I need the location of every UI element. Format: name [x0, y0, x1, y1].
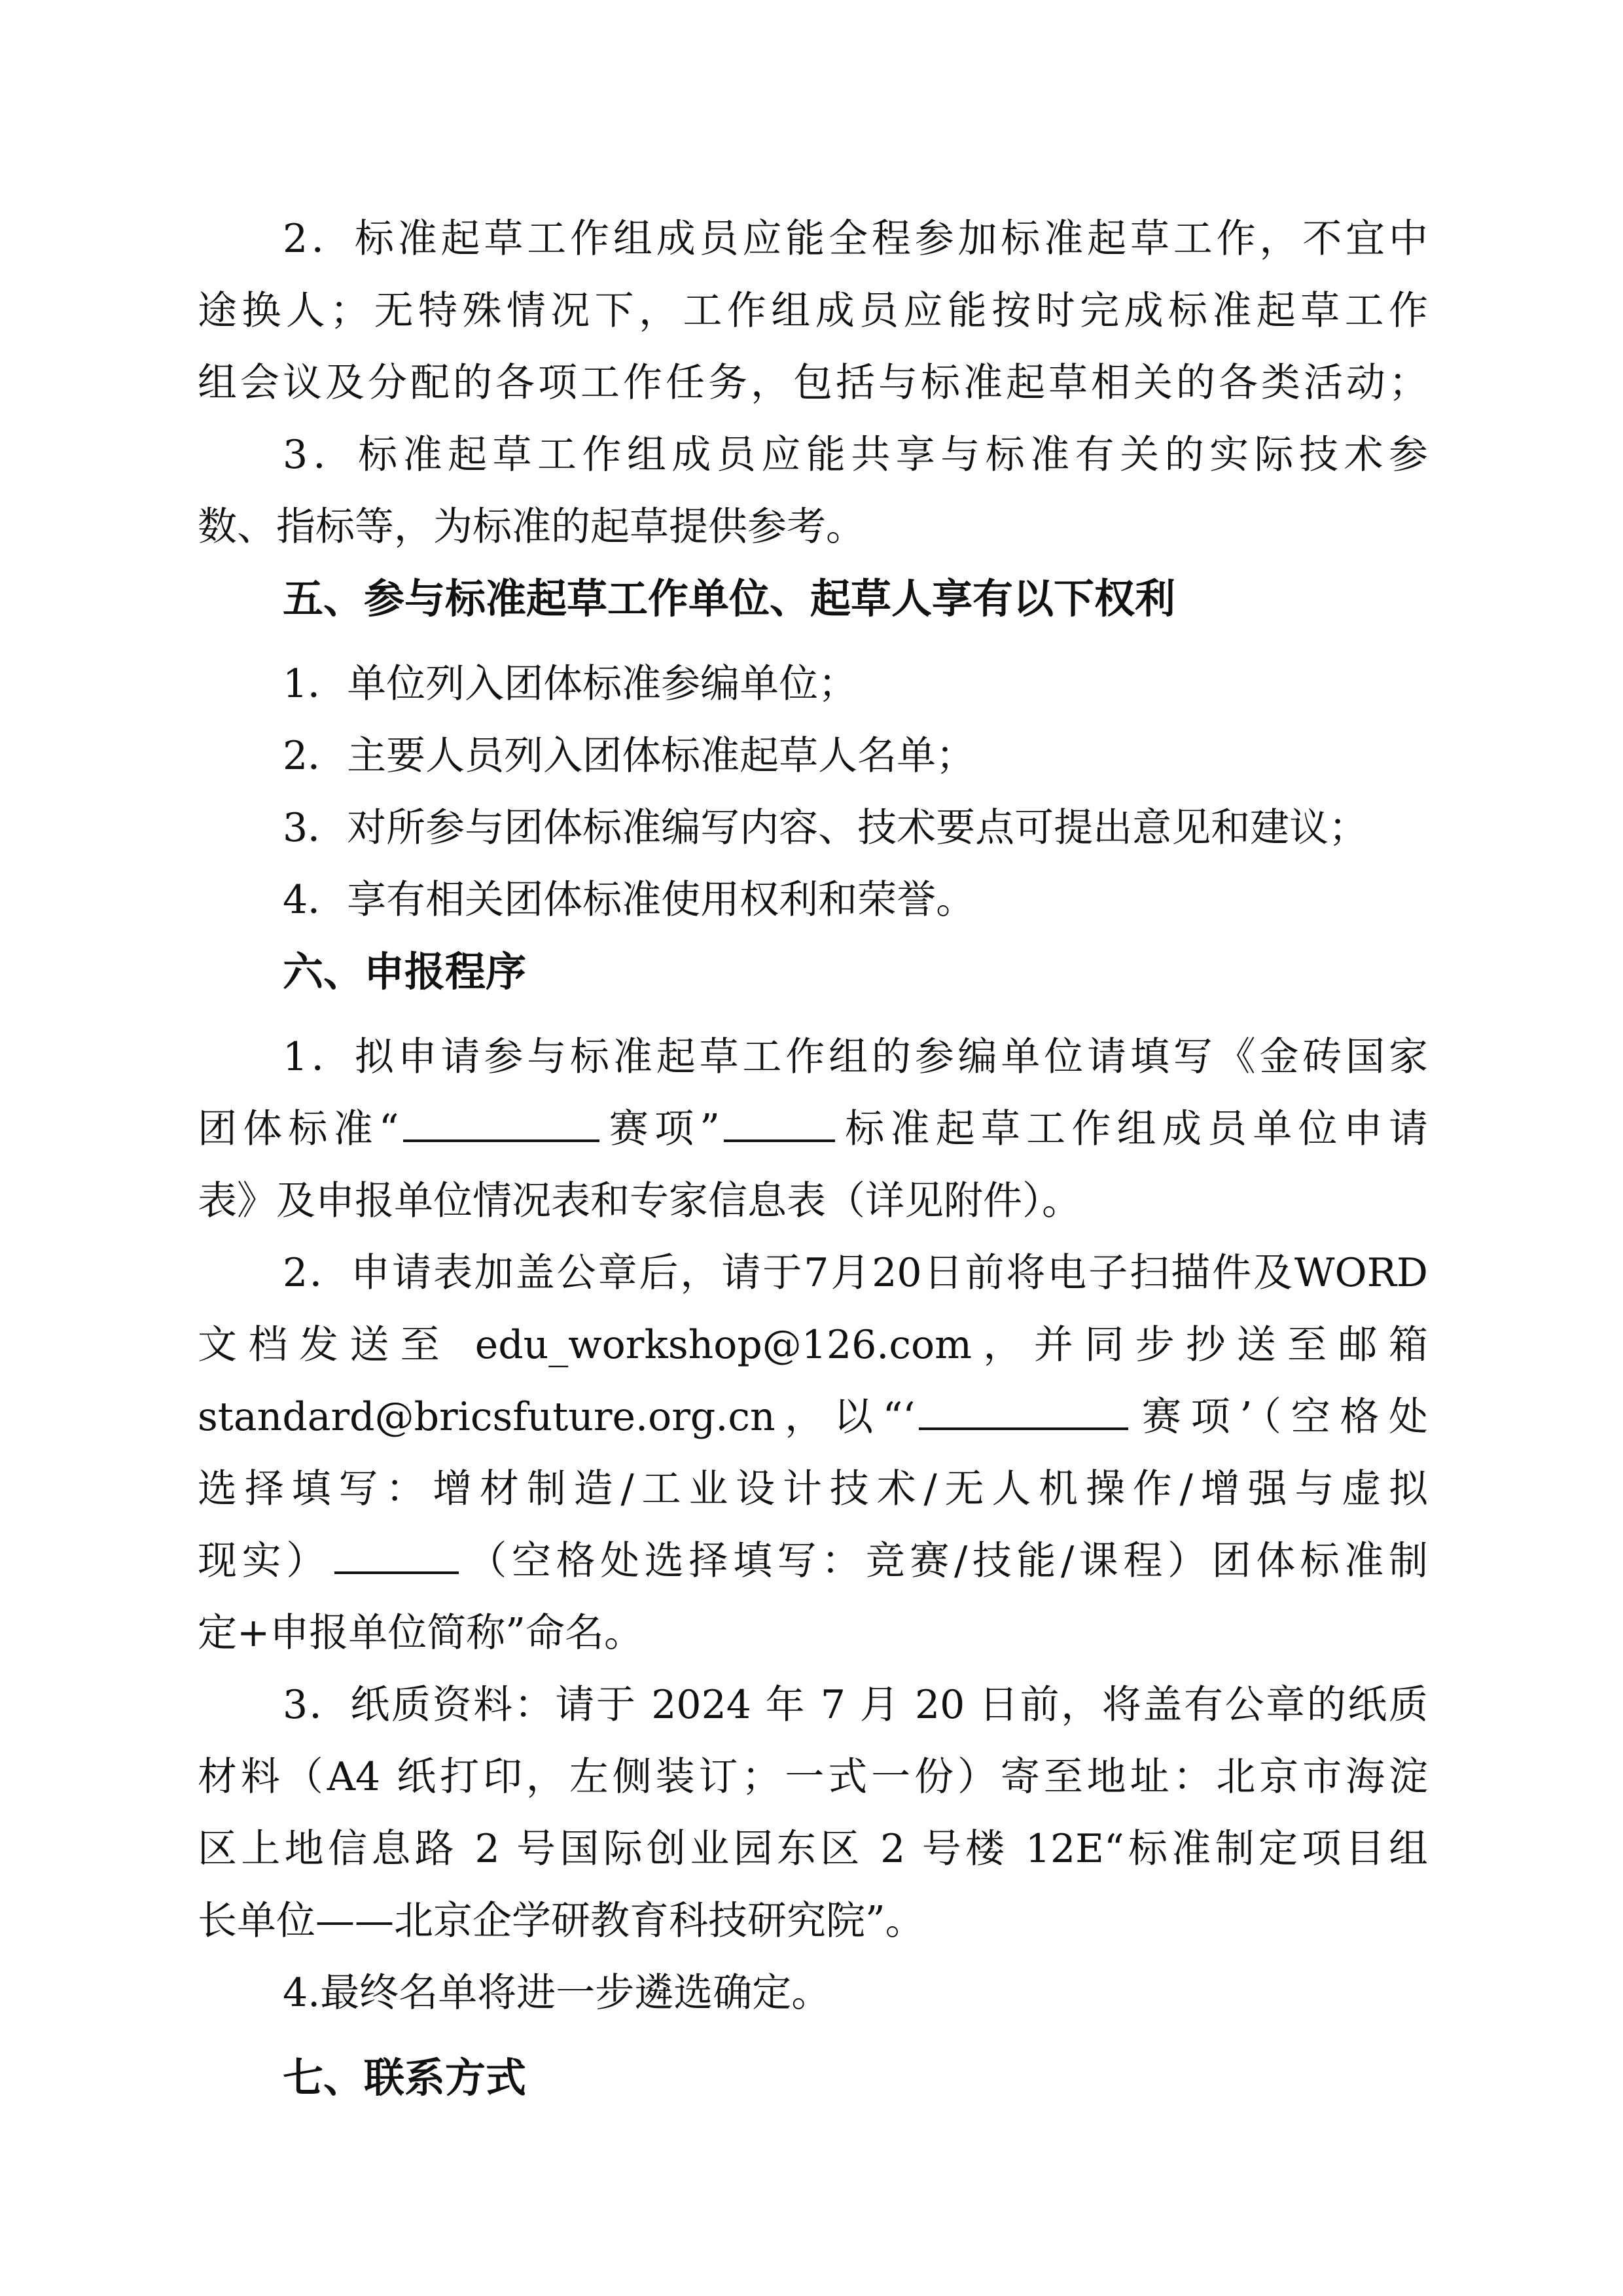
- s6-item2-line3: [198, 1381, 1428, 1453]
- section6-heading: 六、申报程序: [283, 948, 527, 996]
- fill-blank-event-name: [919, 1386, 1128, 1430]
- fill-blank-event: [403, 1098, 599, 1142]
- s6-item1-line2: [198, 1093, 1428, 1165]
- s6-item2-text-c: 现实）: [198, 1538, 330, 1584]
- s6-item3-line2: 材料（A4 纸打印，左侧装订；一式一份）寄至地址：北京市海淀: [198, 1754, 1428, 1800]
- s6-item1-line3: 表》及申报单位情况表和专家信息表（详见附件）。: [198, 1178, 1081, 1224]
- s6-item2-text-b: 赛项’（空格处: [1132, 1394, 1428, 1440]
- s6-item1-text-a: 团体标准“: [198, 1106, 399, 1152]
- s6-item2-line6: 定+申报单位简称”命名。: [198, 1610, 643, 1656]
- s4-item2-line1: 2．标准起草工作组成员应能全程参加标准起草工作，不宜中: [283, 216, 1428, 262]
- fill-blank-type: [724, 1098, 835, 1142]
- s6-item1-text-b: 赛项”: [603, 1106, 720, 1152]
- s6-item2-line2: 文档发送至 edu_workshop@126.com，并同步抄送至邮箱: [198, 1322, 1428, 1368]
- s6-item3-line3: 区上地信息路 2 号国际创业园东区 2 号楼 12E“标准制定项目组: [198, 1826, 1428, 1872]
- s6-item2-text-a: standard@bricsfuture.org.cn，以“‘: [198, 1394, 916, 1440]
- s4-item3-line2: 数、指标等，为标准的起草提供参考。: [198, 504, 865, 550]
- s5-item-4: 4．享有相关团体标准使用权利和荣誉。: [283, 877, 976, 923]
- s5-item-3: 3．对所参与团体标准编写内容、技术要点可提出意见和建议；: [283, 805, 1368, 851]
- section7-heading: 七、联系方式: [283, 2054, 527, 2102]
- s6-item1-line1: 1．拟申请参与标准起草工作组的参编单位请填写《金砖国家: [283, 1034, 1428, 1080]
- s5-item-2: 2．主要人员列入团体标准起草人名单；: [283, 733, 976, 779]
- s6-item3-line4: 长单位——北京企学研教育科技研究院”。: [198, 1898, 925, 1944]
- s4-item3-line1: 3．标准起草工作组成员应能共享与标准有关的实际技术参: [283, 432, 1428, 478]
- s6-item2-line5: [198, 1525, 1428, 1597]
- fill-blank-category: [334, 1530, 459, 1574]
- s4-item2-line3: 组会议及分配的各项工作任务，包括与标准起草相关的各类活动；: [198, 360, 1428, 406]
- s6-item4: 4.最终名单将进一步遴选确定。: [283, 1970, 831, 2016]
- s4-item2-line2: 途换人；无特殊情况下，工作组成员应能按时完成标准起草工作: [198, 288, 1428, 334]
- s6-item2-text-d: （空格处选择填写：竞赛/技能/课程）团体标准制: [462, 1538, 1428, 1584]
- s6-item1-text-c: 标准起草工作组成员单位申请: [838, 1106, 1428, 1152]
- s6-item3-line1: 3．纸质资料：请于 2024 年 7 月 20 日前，将盖有公章的纸质: [283, 1682, 1428, 1728]
- s5-item-1: 1．单位列入团体标准参编单位；: [283, 661, 858, 707]
- s6-item2-line1: 2．申请表加盖公章后，请于7月20日前将电子扫描件及WORD: [283, 1250, 1428, 1296]
- s6-item2-line4: 选择填写：增材制造/工业设计技术/无人机操作/增强与虚拟: [198, 1466, 1428, 1512]
- section5-heading: 五、参与标准起草工作单位、起草人享有以下权利: [283, 575, 1176, 622]
